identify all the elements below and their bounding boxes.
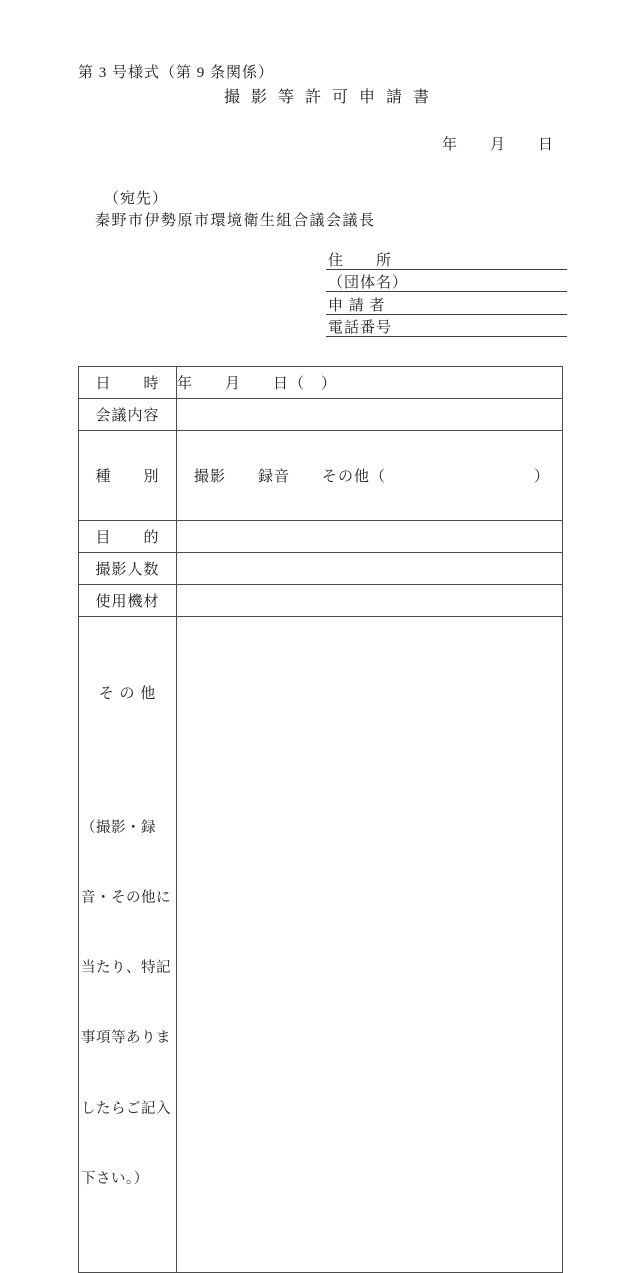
- field-row-applicant: [326, 292, 567, 315]
- other-note-line: 事項等ありま: [81, 1030, 171, 1047]
- row-label-crew: 撮影人数: [79, 553, 177, 585]
- row-content-purpose: [177, 521, 563, 553]
- addressee-name: 秦野市伊勢原市環境衛生組合議会議長: [95, 213, 376, 229]
- row-content-kind: [177, 431, 563, 521]
- field-label-address: 住 所: [328, 252, 393, 269]
- table-row-meeting: [79, 399, 563, 431]
- other-note-line: 当たり、特記: [81, 960, 171, 977]
- other-label: そ の 他: [98, 686, 157, 702]
- field-label-applicant: 申 請 者: [328, 297, 386, 314]
- row-content-equipment: [177, 585, 563, 617]
- other-note-line: 下さい。）: [81, 1170, 149, 1187]
- kind-options-text: 撮影 録音 その他（: [194, 469, 387, 485]
- field-row-organization: [326, 270, 567, 293]
- page-title: 撮影等許可申請書: [224, 89, 441, 106]
- table-row-other: [79, 617, 563, 1273]
- table-row-purpose: [79, 521, 563, 553]
- row-label-meeting: 会議内容: [79, 399, 177, 431]
- table-row-kind: [79, 431, 563, 521]
- application-table: [78, 366, 563, 1273]
- row-content-meeting: [177, 399, 563, 431]
- field-label-organization: （団体名）: [328, 275, 409, 291]
- row-label-datetime: 日 時: [79, 367, 177, 399]
- field-row-phone: [326, 315, 567, 338]
- other-note-line: したらご記入: [81, 1100, 171, 1117]
- kind-options: [177, 465, 562, 486]
- other-note-line: 音・その他に: [81, 890, 171, 907]
- other-note: [81, 770, 175, 1238]
- row-label-other: [79, 617, 177, 1273]
- form-number: 第 3 号様式（第 9 条関係）: [78, 65, 275, 81]
- row-content-crew: [177, 553, 563, 585]
- row-label-purpose: 目 的: [79, 521, 177, 553]
- field-row-address: [326, 247, 567, 270]
- row-label-equipment: 使用機材: [79, 585, 177, 617]
- row-label-kind: 種 別: [79, 431, 177, 521]
- applicant-fields: [326, 247, 567, 337]
- table-row-crew: [79, 553, 563, 585]
- field-label-phone: 電話番号: [328, 320, 393, 336]
- table-row-equipment: [79, 585, 563, 617]
- addressee-label: （宛先）: [104, 191, 169, 207]
- table-row-datetime: [79, 367, 563, 399]
- kind-close-paren: ）: [533, 469, 550, 485]
- row-content-datetime: 年 月 日（ ）: [177, 367, 563, 399]
- row-content-other: [177, 617, 563, 1273]
- other-note-line: （撮影・録: [81, 819, 156, 836]
- date-line: 年 月 日: [442, 137, 555, 153]
